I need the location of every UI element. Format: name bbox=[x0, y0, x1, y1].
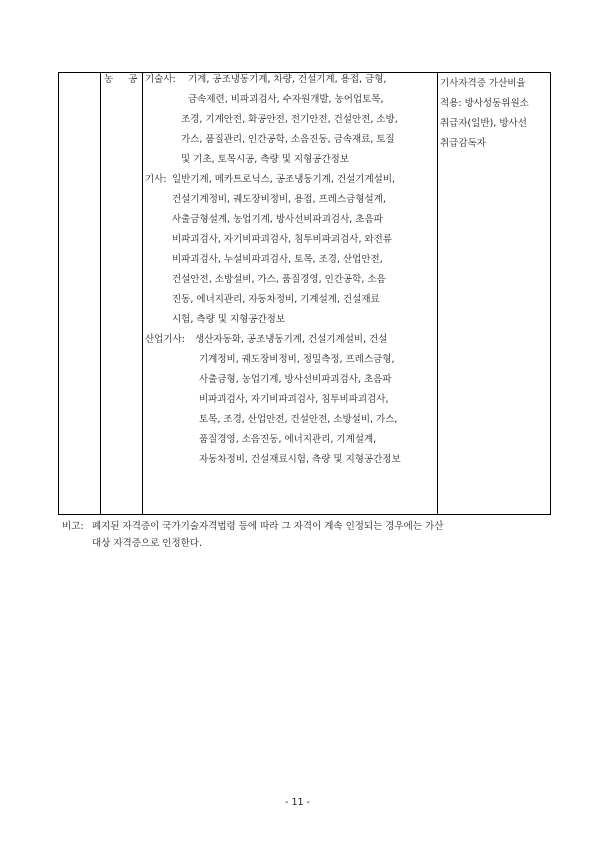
bonus-note bbox=[440, 74, 548, 154]
list-line: 기계정비, 궤도장비정비, 정밀측정, 프레스금형, bbox=[199, 354, 395, 365]
table-left-border bbox=[58, 72, 59, 515]
group-engineer bbox=[172, 190, 435, 330]
list-line: 사출금형설계, 농업기계, 방사선비파괴검사, 초음파 bbox=[172, 214, 383, 225]
note-line: 취급자(일반), 방사선 bbox=[440, 118, 527, 129]
list-line: 기계, 공조냉동기계, 차량, 건설기계, 용접, 금형, bbox=[188, 74, 387, 85]
group-label-professional-engineer: 기술사: bbox=[145, 74, 176, 85]
list-line: 토목, 조경, 산업안전, 건설안전, 소방설비, 가스, bbox=[199, 414, 398, 425]
remark-prefix: 비고: bbox=[62, 521, 84, 532]
list-line: 품질경영, 소음진동, 에너지관리, 기계설계, bbox=[199, 434, 377, 445]
list-line: 사출금형, 농업기계, 방사선비파괴검사, 초음파 bbox=[199, 374, 392, 385]
column-divider-3 bbox=[437, 72, 438, 515]
table-right-border bbox=[550, 72, 551, 515]
column-divider-2 bbox=[142, 72, 143, 515]
list-line: 조경, 기계안전, 화공안전, 전기안전, 건설안전, 소방, bbox=[181, 114, 398, 125]
list-line: 자동차정비, 건설재료시험, 측량 및 지형공간정보 bbox=[199, 454, 401, 465]
group-engineer-first bbox=[172, 170, 435, 190]
note-line: 취급감독자 bbox=[440, 138, 486, 149]
list-line: 비파괴검사, 자기비파괴검사, 침투비파괴검사, bbox=[199, 394, 389, 405]
group-industrial-engineer bbox=[199, 350, 435, 470]
note-line: 적용: 방사성동위원소 bbox=[440, 98, 529, 109]
list-line: 시험, 측량 및 지형공간정보 bbox=[172, 314, 286, 325]
list-line: 및 기초, 토목시공, 측량 및 지형공간정보 bbox=[181, 154, 349, 165]
group-label-engineer: 기사: bbox=[145, 174, 167, 185]
list-line: 진동, 에너지관리, 자동차정비, 기계설계, 건설재료 bbox=[172, 294, 380, 305]
list-line: 건설안전, 소방설비, 가스, 품질경영, 인간공학, 소음 bbox=[172, 274, 386, 285]
group-professional-engineer bbox=[188, 70, 435, 90]
list-line: 금속제련, 비파괴검사, 수자원개발, 농어업토목, bbox=[188, 94, 384, 105]
list-line: 가스, 품질관리, 인간공학, 소음진동, 금속재료, 토질 bbox=[181, 134, 395, 145]
table-bottom-border bbox=[58, 514, 551, 515]
group-industrial-engineer-first bbox=[195, 330, 435, 350]
column-divider-1 bbox=[100, 72, 101, 515]
list-line: 비파괴검사, 자기비파괴검사, 침투비파괴검사, 와전류 bbox=[172, 234, 393, 245]
group-professional-engineer-cont bbox=[188, 90, 435, 110]
list-line: 생산자동화, 공조냉동기계, 건설기계설비, 건설 bbox=[195, 334, 388, 345]
list-line: 비파괴검사, 누설비파괴검사, 토목, 조경, 산업안전, bbox=[172, 254, 383, 265]
note-line: 기사자격증 가산비율 bbox=[440, 78, 526, 89]
page-number: - 11 - bbox=[285, 797, 310, 808]
list-line: 건설기계정비, 궤도장비정비, 용접, 프레스금형설계, bbox=[172, 194, 386, 205]
remark-line-1: 폐지된 자격증이 국가기술자격법령 등에 따라 그 자격이 계속 인정되는 경우에는 가산 bbox=[92, 521, 444, 532]
remark-line-2: 대상 자격증으로 인정한다. bbox=[92, 538, 203, 549]
certificate-table bbox=[58, 72, 551, 515]
list-line: 일반기계, 메카트로닉스, 공조냉동기계, 건설기계설비, bbox=[172, 174, 396, 185]
group-label-industrial-engineer: 산업기사: bbox=[145, 334, 185, 345]
group-professional-engineer-cont2 bbox=[181, 110, 435, 170]
field-label: 농 공 bbox=[104, 74, 144, 85]
